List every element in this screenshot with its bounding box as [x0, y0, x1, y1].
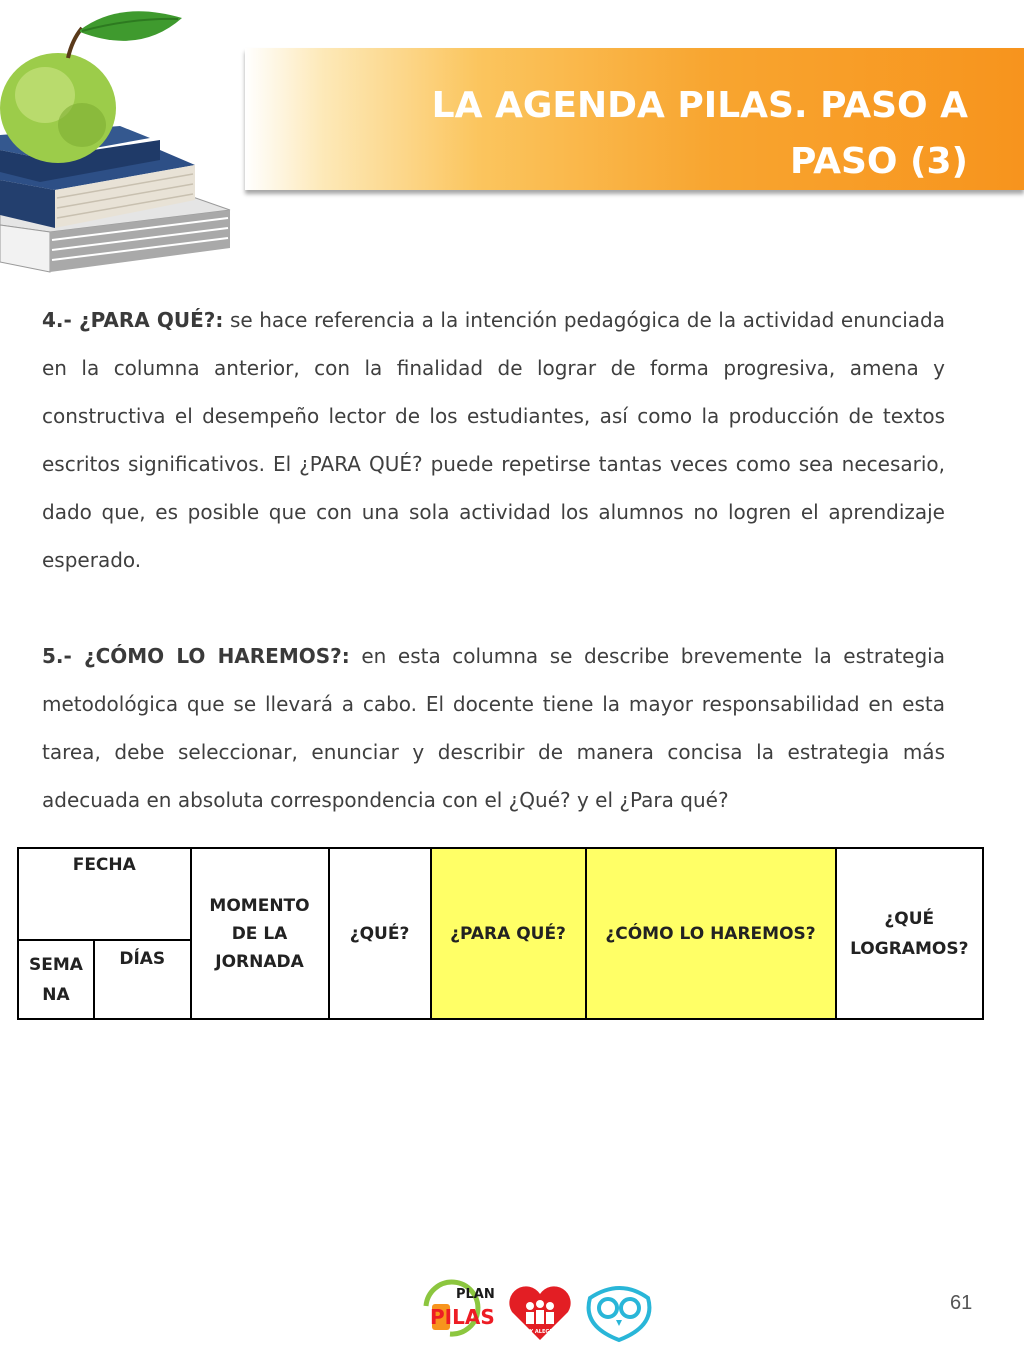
- logramos-line-1: ¿QUÉ: [884, 908, 935, 929]
- apple-books-illustration: [0, 0, 235, 285]
- header-semana: [18, 940, 94, 1019]
- title-banner: [245, 48, 1024, 190]
- logo-pilas-text: PILAS: [430, 1305, 495, 1329]
- como-lo-haremos-label: 5.- ¿CÓMO LO HAREMOS?:: [42, 644, 350, 668]
- header-fecha: FECHA: [18, 848, 191, 940]
- para-que-label: 4.- ¿PARA QUÉ?:: [42, 308, 224, 332]
- como-lo-haremos-text: en esta columna se describe brevemente la estrategia metodológica que se llevará a cabo. El docente tiene la mayor responsabilidad en esta tarea, debe seleccionar, enunciar y describir de manera concisa la estrategia más adecuada en absoluta correspondencia con el ¿Qué? y el ¿Para qué?: [42, 644, 945, 812]
- page-title-line-2: PASO (3): [790, 141, 968, 182]
- header-que-logramos: [836, 848, 983, 1019]
- logo-plan-text: PLAN: [456, 1287, 495, 1302]
- logo-fe-alegria-text: FE Y ALEGRIA: [520, 1329, 560, 1335]
- owl-logo: [589, 1288, 650, 1340]
- semana-line-2: NA: [42, 984, 70, 1005]
- header-momento-jornada: [191, 848, 329, 1019]
- header-para-que: ¿PARA QUÉ?: [431, 848, 586, 1019]
- para-que-text: se hace referencia a la intención pedagógica de la actividad enunciada en la columna anterior, con la finalidad de lograr de forma progresiva, amena y constructiva el desempeño lector de los estudiantes, así como la producción de textos escritos significativos. El ¿PARA QUÉ? puede repetirse tantas veces como sea necesario, dado que, es posible que con una sola actividad los alumnos no logren el aprendizaje esperado.: [42, 308, 946, 572]
- header-como-lo-haremos: ¿CÓMO LO HAREMOS?: [586, 848, 836, 1019]
- agenda-table: [17, 847, 984, 1020]
- body-text: [42, 296, 945, 824]
- momento-line-3: JORNADA: [215, 951, 304, 972]
- semana-line-1: SEMA: [29, 954, 83, 975]
- paragraph-para-que: [42, 296, 945, 584]
- page-title-line-1: LA AGENDA PILAS. PASO A: [431, 85, 968, 126]
- logramos-line-2: LOGRAMOS?: [850, 938, 969, 959]
- momento-line-2: DE LA: [231, 923, 288, 944]
- momento-line-1: MOMENTO: [209, 895, 310, 916]
- header-dias: DÍAS: [94, 940, 191, 1019]
- footer-logos: [420, 1276, 660, 1344]
- header-que: ¿QUÉ?: [329, 848, 431, 1019]
- plan-pilas-logo: [426, 1282, 495, 1334]
- page-number: 61: [950, 1292, 973, 1314]
- page-title: [408, 78, 968, 190]
- fe-y-alegria-logo: [509, 1286, 570, 1340]
- paragraph-como-lo-haremos: [42, 632, 945, 824]
